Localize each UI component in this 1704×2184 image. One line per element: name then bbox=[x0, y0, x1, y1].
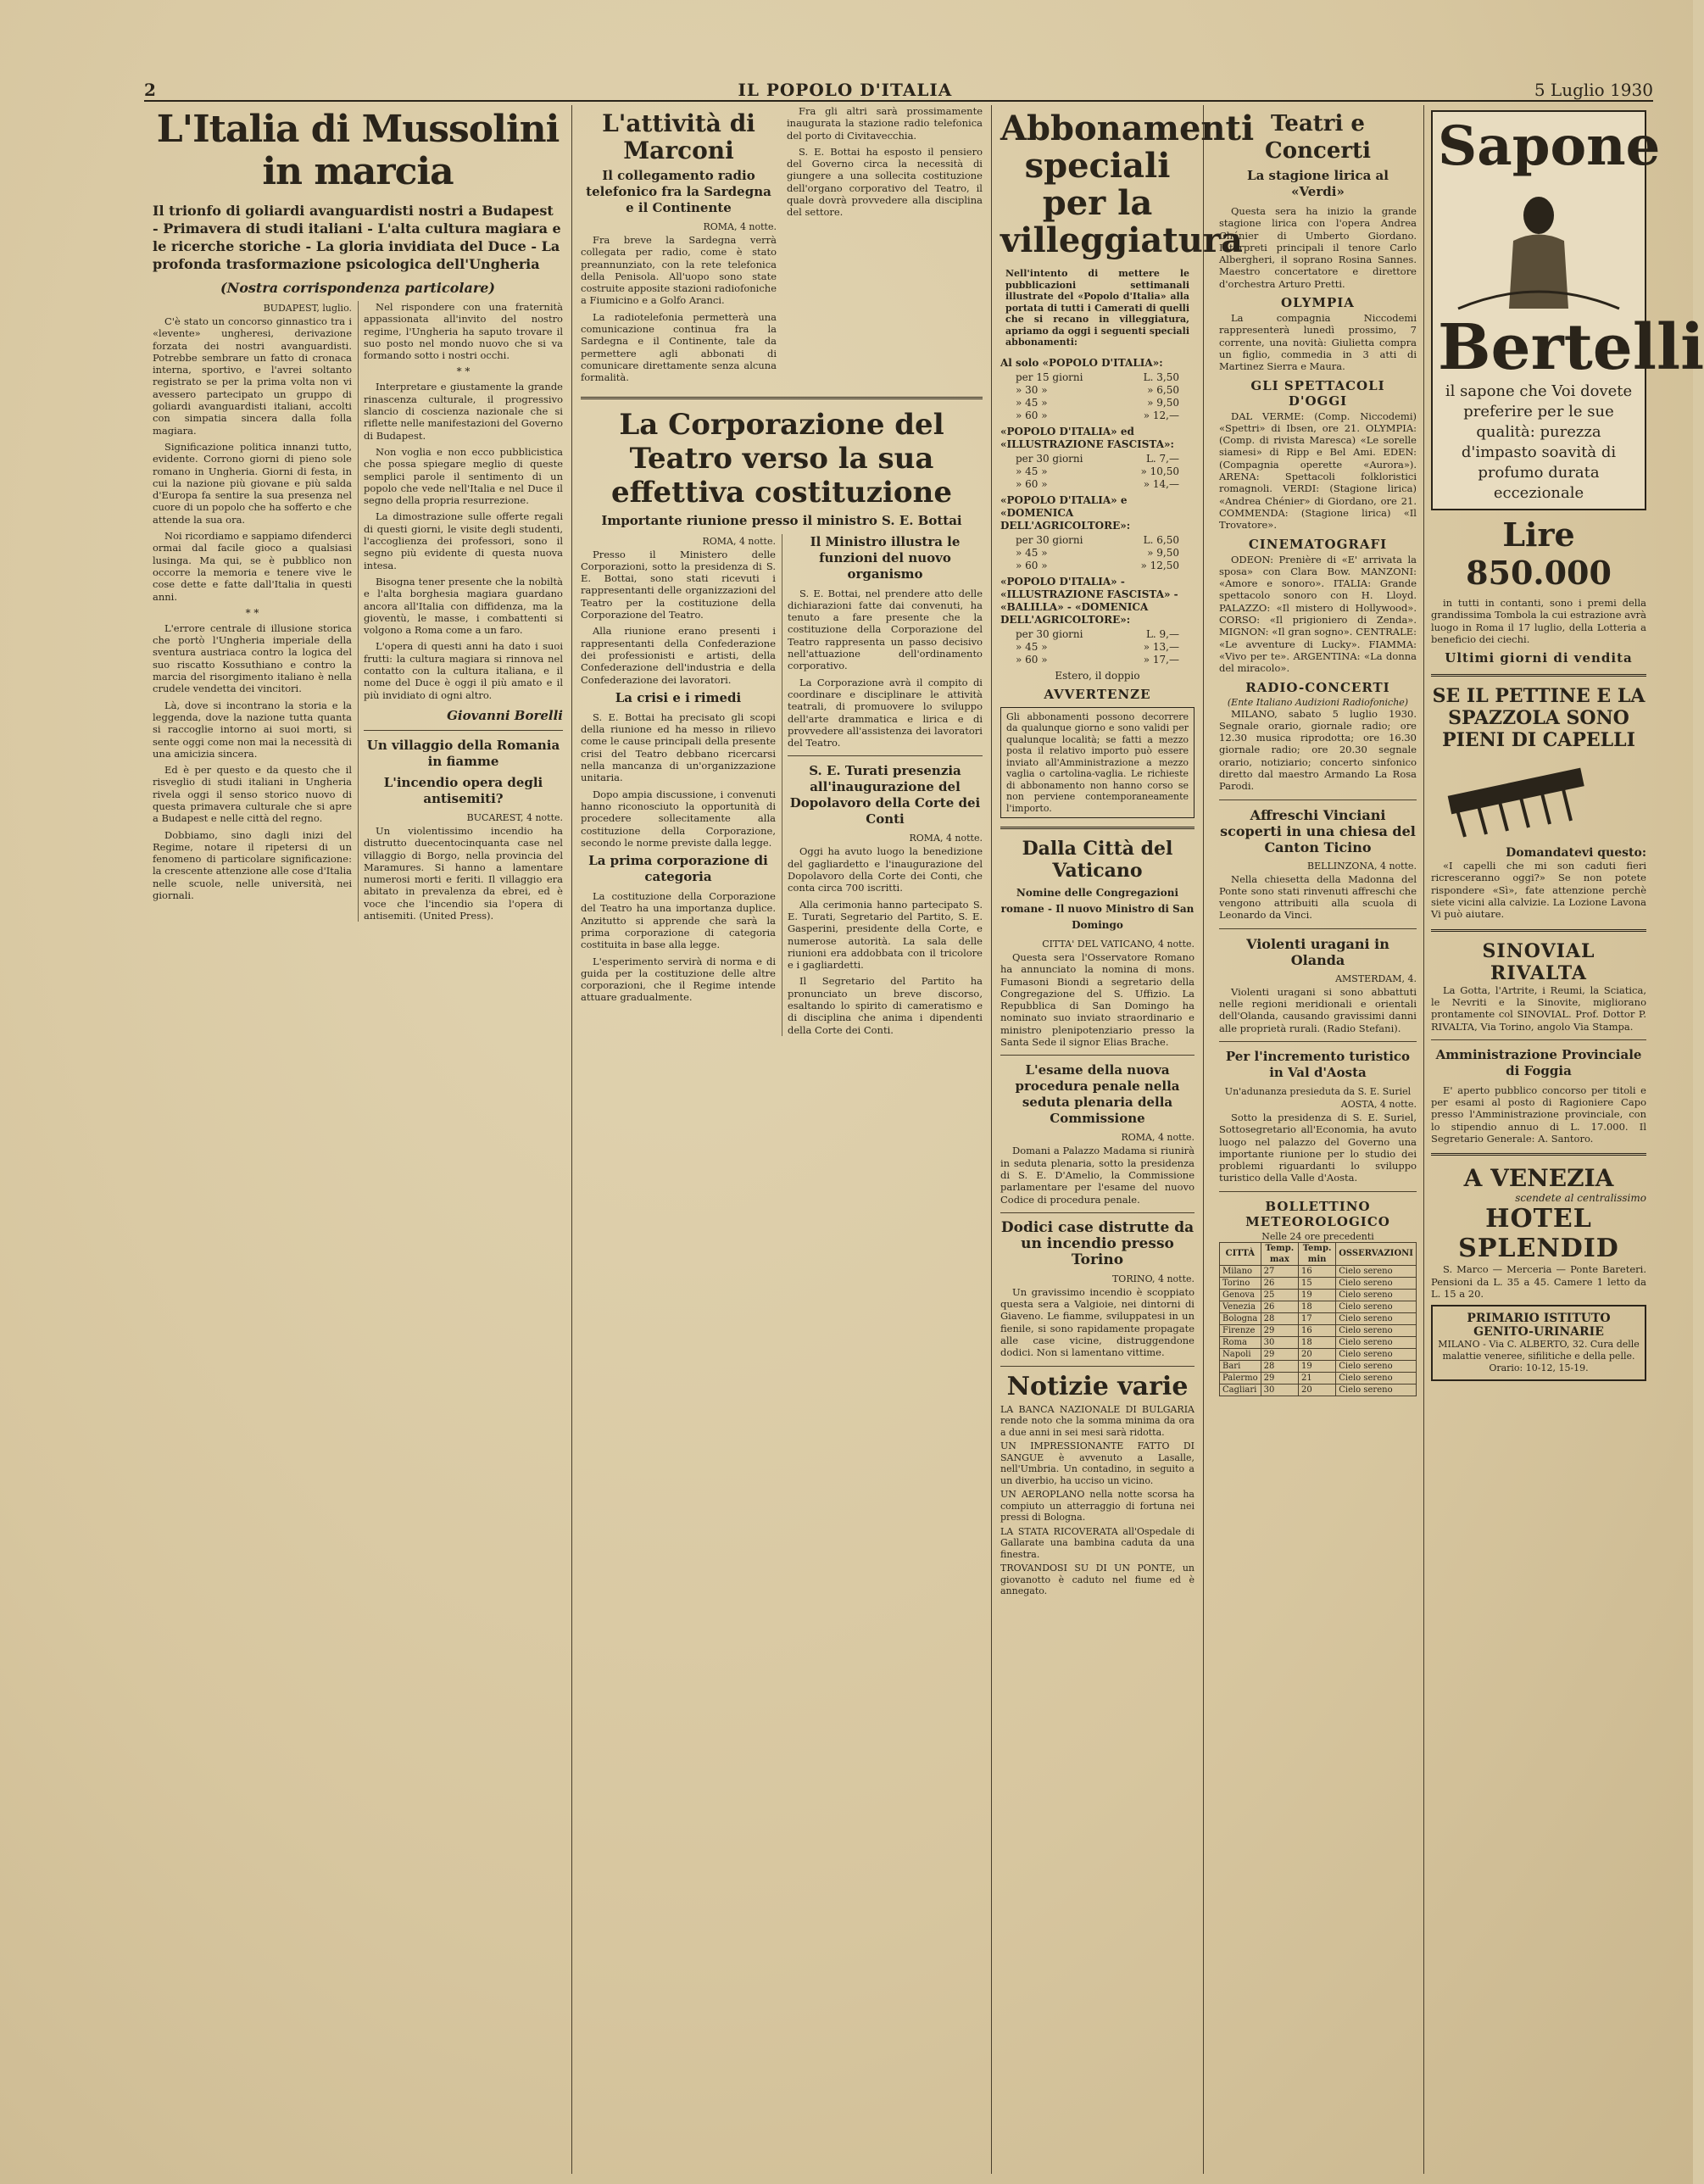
section-stars: * * bbox=[456, 365, 471, 378]
table-row bbox=[1220, 1372, 1417, 1384]
avvertenze-headline: AVVERTENZE bbox=[1044, 686, 1151, 702]
divider bbox=[364, 730, 563, 731]
genito-text: MILANO - Via C. ALBERTO, 32. Cura delle malattie veneree, sifilitiche e della pelle. Orario: 10-12, 15-19. bbox=[1438, 1339, 1640, 1374]
sapone-word: Sapone bbox=[1438, 114, 1661, 178]
table-row bbox=[1220, 1265, 1417, 1277]
price-group-title: «POPOLO D'ITALIA» - «ILLUSTRAZIONE FASCISTA» - «BALILLA» - «DOMENICA DELL'AGRICOLTORE»: bbox=[1000, 575, 1178, 626]
divider bbox=[1431, 929, 1646, 932]
table-cell: 29 bbox=[1261, 1372, 1298, 1384]
table-cell: Cielo sereno bbox=[1336, 1384, 1417, 1396]
divider bbox=[581, 397, 983, 399]
price-row: » 45 » » 9,50 bbox=[1016, 546, 1179, 559]
price-row: » 60 » » 14,— bbox=[1016, 477, 1179, 490]
abbonamenti-intro: Nell'intento di mettere le pubblicazioni settimanali illustrate del «Popolo d'Italia» alla portata di tutti i Camerati di quelli che si recano in villeggiatura, apriamo da oggi i seguenti speciali abbonamenti: bbox=[1005, 268, 1189, 348]
paragraph: Nel rispondere con una fraternità appassionata all'invito del nostro regime, l'Ungheria ha saputo trovare il suo posto nel mondo nuovo che si va formando sotto i nostri occhi. bbox=[364, 301, 563, 362]
comb-icon bbox=[1431, 756, 1626, 841]
affreschi-headline: Affreschi Vinciani scoperti in una chiesa del Canton Ticino bbox=[1220, 806, 1416, 855]
crisi-headline: La crisi e i rimedi bbox=[615, 689, 742, 705]
table-cell: 30 bbox=[1261, 1384, 1298, 1396]
price-group-title: «POPOLO D'ITALIA» e «DOMENICA DELL'AGRICOLTORE»: bbox=[1000, 493, 1131, 532]
list-item: LA STATA RICOVERATA all'Ospedale di Gallarate una bambina caduta da una finestra. bbox=[1000, 1525, 1194, 1560]
paragraph: Oggi ha avuto luogo la benedizione del gagliardetto e l'inaugurazione del Dopolavoro della Corte dei Conti, che conta circa 700 iscritti. bbox=[788, 845, 983, 894]
hotel-text: S. Marco — Merceria — Ponte Bareteri. Pensioni da L. 35 a 45. Camere 1 letto da L. 15 a 20. bbox=[1431, 1263, 1646, 1300]
prima-headline: La prima corporazione di categoria bbox=[588, 853, 768, 885]
price-row: » 45 » » 10,50 bbox=[1016, 465, 1179, 477]
meteo-subheadline: Nelle 24 ore precedenti bbox=[1261, 1230, 1374, 1242]
table-cell: 29 bbox=[1261, 1348, 1298, 1360]
woman-illustration bbox=[1438, 181, 1640, 309]
table-cell: Cielo sereno bbox=[1336, 1360, 1417, 1372]
ministro-headline: Il Ministro illustra le funzioni del nuovo organismo bbox=[810, 533, 961, 582]
dateline: CITTA' DEL VATICANO, 4 notte. bbox=[1042, 939, 1194, 950]
price-row: » 60 » » 17,— bbox=[1016, 653, 1179, 666]
meteo-headline: BOLLETTINO METEOROLOGICO bbox=[1245, 1198, 1390, 1229]
table-cell: 16 bbox=[1299, 1324, 1336, 1336]
divider bbox=[1431, 1039, 1646, 1040]
price-row: » 45 » » 9,50 bbox=[1016, 396, 1179, 409]
masthead bbox=[144, 78, 1653, 102]
turati-headline: S. E. Turati presenzia all'inaugurazione del Dopolavoro della Corte dei Conti bbox=[789, 763, 981, 827]
paragraph: Domani a Palazzo Madama si riunirà in seduta plenaria, sotto la presidenza di S. E. D'Amelio, la Commissione parlamentare per l'esame del nuovo Codice di procedura penale. bbox=[1000, 1145, 1194, 1206]
table-cell: 20 bbox=[1299, 1384, 1336, 1396]
paragraph: Dopo ampia discussione, i convenuti hanno riconosciuto la opportunità di procedere sollecitamente alla costituzione della Corporazione, secondo le norme previste dalla legge. bbox=[581, 788, 776, 849]
teatri-headline: Teatri e Concerti bbox=[1265, 111, 1371, 164]
price-row: per 15 giorni L. 3,50 bbox=[1016, 370, 1179, 383]
table-cell: Palermo bbox=[1220, 1372, 1261, 1384]
marconi-row bbox=[581, 105, 983, 388]
paragraph: Là, dove si incontrano la storia e la leggenda, dove la nazione tutta quanta si raccoglie intorno ai suoi morti, si sente oggi come non mai la necessità di una amicizia sincera. bbox=[153, 699, 352, 760]
lotteria-text: in tutti in contanti, sono i premi della grandissima Tombola la cui estrazione avrà luogo in Roma il 17 luglio, della Lotteria a beneficio dei ciechi. bbox=[1431, 597, 1646, 645]
paragraph: Fra breve la Sardegna verrà collegata per radio, come è stato preannunziato, con la rete telefonica della Penisola. All'uopo sono state costruite apposite stazioni radiofoniche a Fiumicino e a Golfo Aranci. bbox=[581, 234, 777, 307]
venezia-tag: scendete al centralissimo bbox=[1515, 1192, 1646, 1205]
price-row: » 60 » » 12,— bbox=[1016, 409, 1179, 421]
teatri-column bbox=[1212, 105, 1424, 2174]
table-cell: Cielo sereno bbox=[1336, 1301, 1417, 1312]
olanda-headline: Violenti uragani in Olanda bbox=[1246, 935, 1389, 968]
table-cell: Firenze bbox=[1220, 1324, 1261, 1336]
table-cell: Cielo sereno bbox=[1336, 1312, 1417, 1324]
teatro-headline: La Corporazione del Teatro verso la sua effettiva costituzione bbox=[611, 407, 952, 510]
divider bbox=[1000, 1366, 1194, 1367]
abbonamenti-headline: Abbonamenti speciali per la villeggiatura bbox=[1000, 109, 1255, 260]
paragraph: La dimostrazione sulle offerte regali di questi giorni, le visite degli studenti, l'accoglienza dei professori, sono il segno più evidente di questa nuova intesa. bbox=[364, 510, 563, 571]
cinema-headline: CINEMATOGRAFI bbox=[1248, 536, 1388, 552]
paragraph: La Corporazione avrà il compito di coordinare e disciplinare le attività teatrali, di promuovere lo sviluppo dell'arte drammatica e lirica e di provvedere all'assistenza dei lavoratori del Teatro. bbox=[788, 676, 983, 749]
paper-name: IL POPOLO D'ITALIA bbox=[738, 80, 953, 100]
table-cell: Cielo sereno bbox=[1336, 1277, 1417, 1289]
table-cell: Venezia bbox=[1220, 1301, 1261, 1312]
table-row bbox=[1220, 1348, 1417, 1360]
aosta-headline: Per l'incremento turistico in Val d'Aosta bbox=[1225, 1048, 1411, 1080]
paragraph: DAL VERME: (Comp. Niccodemi) «Spettri» di Ibsen, ore 21. OLYMPIA: (Comp. di rivista Maresca) «Le sorelle siamesi» di Ripp e Bel Ami. EDEN: (Compagnia operette «Aurora»). ARENA: Spettacoli folkloristici romagnoli. VERDI: (Stagione lirica) «Andrea Chénier» di Giordano, ore 21. COMMENDA: (Stagione lirica) «Il Trovatore». bbox=[1219, 410, 1417, 532]
table-row bbox=[1220, 1324, 1417, 1336]
dateline: BELLINZONA, 4 notte. bbox=[1307, 860, 1417, 872]
page-number: 2 bbox=[144, 80, 156, 100]
table-cell: 27 bbox=[1261, 1265, 1298, 1277]
genito-ad bbox=[1431, 1305, 1646, 1381]
price-row: » 30 » » 6,50 bbox=[1016, 383, 1179, 396]
table-cell: Bologna bbox=[1220, 1312, 1261, 1324]
foggia-text: E' aperto pubblico concorso per titoli e per esami al posto di Ragioniere Capo presso l'Amministrazione provinciale, con lo stipendio annuo di L. 17.000. Il Segretario Generale: A. Santoro. bbox=[1431, 1084, 1646, 1145]
column-1 bbox=[144, 105, 572, 2174]
avvertenze-box: Gli abbonamenti possono decorrere da qualunque giorno e sono validi per qualunque località; se fatti a mezzo posta il relativo importo può essere inviato all'Amministrazione a mezzo vaglia o cartolina-vaglia. Le richieste di abbonamento non hanno corso se non perviene contemporaneamente l'importo. bbox=[1000, 707, 1194, 819]
teatro-body bbox=[581, 534, 983, 1036]
section-stars: * * bbox=[245, 606, 259, 619]
divider bbox=[1219, 1041, 1417, 1042]
paragraph: C'è stato un concorso ginnastico tra i «levente» ungheresi, derivazione forzata dei nostri avanguardisti. Potrebbe sembrare un fatto di cronaca interna, sportivo, e l'avrei soltanto registrato se per la prima volta non vi avessero partecipato un gruppo di goliardi avanguardisti italiani, accolti con simpatia sincera dalla folla magiara. bbox=[153, 315, 352, 437]
paragraph: Ed è per questo e da questo che il risveglio di studi italiani in Ungheria rivela oggi il senso storico nuovo di questa primavera culturale che si apre a Budapest e nelle città del regno. bbox=[153, 764, 352, 825]
table-header: Temp. max bbox=[1261, 1242, 1298, 1265]
sapone-text: il sapone che Voi dovete preferire per le sue qualità: purezza d'impasto soavità di profumo durata eccezionale bbox=[1445, 382, 1633, 502]
table-header: Temp. min bbox=[1299, 1242, 1336, 1265]
divider bbox=[1431, 1153, 1646, 1156]
divider bbox=[1219, 928, 1417, 929]
sinovial-text: La Gotta, l'Artrite, i Reumi, la Sciatica, le Nevriti e la Sinovite, migliorano prontamente col SINOVIAL. Prof. Dottor P. RIVALTA, Via Torino, angolo Via Stampa. bbox=[1431, 983, 1646, 1033]
torino-headline: Dodici case distrutte da un incendio presso Torino bbox=[1000, 1218, 1194, 1268]
price-group-title: Al solo «POPOLO D'ITALIA»: bbox=[1000, 356, 1163, 369]
price-row: » 45 » » 13,— bbox=[1016, 640, 1179, 653]
list-item: UN AEROPLANO nella notte scorsa ha compiuto un atterraggio di fortuna nei pressi di Bologna. bbox=[1000, 1489, 1194, 1524]
table-cell: 15 bbox=[1299, 1277, 1336, 1289]
table-cell: 18 bbox=[1299, 1301, 1336, 1312]
divider bbox=[1431, 674, 1646, 677]
divider bbox=[788, 755, 983, 756]
paragraph: S. E. Bottai ha esposto il pensiero del Governo circa la necessità di giungere a una sollecita costituzione dell'organo corporativo del Teatro, il quale dovrà provvedere alla disciplina del settore. bbox=[787, 145, 983, 219]
lotteria-footer: Ultimi giorni di vendita bbox=[1445, 650, 1633, 666]
dateline: BUDAPEST, luglio. bbox=[263, 303, 352, 314]
pettine-headline: SE IL PETTINE E LA SPAZZOLA SONO PIENI DI CAPELLI bbox=[1432, 685, 1646, 752]
table-cell: 28 bbox=[1261, 1360, 1298, 1372]
table-cell: Cielo sereno bbox=[1336, 1289, 1417, 1301]
column-2 bbox=[572, 105, 992, 2174]
table-cell: Roma bbox=[1220, 1336, 1261, 1348]
table-cell: Milano bbox=[1220, 1265, 1261, 1277]
paragraph: Significazione politica innanzi tutto, evidente. Corrono giorni di pieno sole romano in Ungheria. Giorni di festa, in cui la nazione più giovane e più salda d'Europa fa sentire la sua presenza nel cuore di un popolo che ha sofferto e che attende la sua ora. bbox=[153, 440, 352, 526]
table-cell: Cagliari bbox=[1220, 1384, 1261, 1396]
dateline: TORINO, 4 notte. bbox=[1111, 1273, 1194, 1284]
olympia-headline: OLYMPIA bbox=[1281, 295, 1355, 311]
author-signature: Giovanni Borelli bbox=[447, 707, 563, 723]
table-cell: 25 bbox=[1261, 1289, 1298, 1301]
price-row: per 30 giorni L. 9,— bbox=[1016, 627, 1179, 640]
list-item: UN IMPRESSIONANTE FATTO DI SANGUE è avvenuto a Lasalle, nell'Umbria. Un contadino, in seguito a un diverbio, ha ucciso un vicino. bbox=[1000, 1440, 1194, 1486]
paragraph: ODEON: Prenière di «E' arrivata la sposa» con Clara Bow. MANZONI: «Amore e sonoro». ITALIA: Grande spettacolo sonoro con H. Lloyd. PALAZZO: «Il mistero di Hollywood». CORSO: «Il prigioniero di Zenda». MIGNON: «Il gran sogno». CENTRALE: «Le avventure di Lucky». FIAMMA: «Vivo per te». ARGENTINA: «La donna del miracolo». bbox=[1219, 553, 1417, 675]
paragraph: L'opera di questi anni ha dato i suoi frutti: la cultura magiara si rinnova nel contatto con la cultura italiana, e il nome del Duce è oggi il più amato e il più invidiato di ogni altro. bbox=[364, 640, 563, 701]
table-cell: Cielo sereno bbox=[1336, 1265, 1417, 1277]
teatro-subheadline: Importante riunione presso il ministro S. E. Bottai bbox=[601, 512, 962, 528]
paragraph: Presso il Ministero delle Corporazioni, sotto la presidenza di S. E. Bottai, sono stati ricevuti i rappresentanti delle organizzazioni del Teatro per la costituzione della Corporazione del Teatro. bbox=[581, 548, 776, 621]
dateline: ROMA, 4 notte. bbox=[702, 535, 776, 547]
paragraph: Alla riunione erano presenti i rappresentanti della Confederazione dei professionisti e artisti, della Confederazione dell'industria e della Confederazione dei lavoratori. bbox=[581, 625, 776, 686]
main-deck: Il trionfo di goliardi avanguardisti nostri a Budapest - Primavera di studi italiani - L'alta cultura magiara e le ricerche storiche - La gloria invidiata del Duce - La profonda trasformazione psicologica dell'Ungheria bbox=[153, 203, 561, 272]
table-cell: Cielo sereno bbox=[1336, 1336, 1417, 1348]
table-cell: Cielo sereno bbox=[1336, 1348, 1417, 1360]
price-group-title: «POPOLO D'ITALIA» ed «ILLUSTRAZIONE FASCISTA»: bbox=[1000, 425, 1174, 450]
paragraph: Nella chiesetta della Madonna del Ponte sono stati rinvenuti affreschi che vengono attribuiti alla scuola di Leonardo da Vinci. bbox=[1219, 872, 1417, 922]
sapone-ad bbox=[1431, 110, 1704, 510]
verdi-headline: La stagione lirica al «Verdi» bbox=[1247, 168, 1389, 199]
divider bbox=[1000, 1212, 1194, 1213]
table-cell: 26 bbox=[1261, 1277, 1298, 1289]
main-article-body bbox=[153, 301, 563, 922]
bath-figure-icon bbox=[1441, 181, 1636, 309]
radio-subheadline: (Ente Italiano Audizioni Radiofoniche) bbox=[1227, 696, 1409, 708]
list-item: LA BANCA NAZIONALE DI BULGARIA rende noto che la somma minima da ora a due anni in sei mesi sarà ridotta. bbox=[1000, 1403, 1194, 1438]
sinovial-headline: SINOVIAL RIVALTA bbox=[1482, 939, 1595, 984]
esame-headline: L'esame della nuova procedura penale nella seduta plenaria della Commissione bbox=[1015, 1062, 1180, 1127]
sapone-brand: Bertelli bbox=[1438, 311, 1704, 384]
radio-headline: RADIO-CONCERTI bbox=[1245, 679, 1390, 695]
paragraph: Sotto la presidenza di S. E. Suriel, Sottosegretario all'Economia, ha avuto luogo nel palazzo del Governo una importante riunione per lo studio dei problemi riguardanti lo sviluppo turistico della Valle d'Aosta. bbox=[1219, 1111, 1417, 1184]
paragraph: Un gravissimo incendio è scoppiato questa sera a Valgioie, nei dintorni di Giaveno. Le fiamme, sviluppatesi in un fienile, si sono rapidamente propagate alle case vicine, distruggendone dodici. Non si lamentano vittime. bbox=[1000, 1285, 1194, 1359]
table-cell: 29 bbox=[1261, 1324, 1298, 1336]
table-row bbox=[1220, 1360, 1417, 1372]
venezia-label: A VENEZIA bbox=[1463, 1164, 1614, 1193]
genito-headline: PRIMARIO ISTITUTO GENITO-URINARIE bbox=[1467, 1312, 1611, 1340]
paragraph: La radiotelefonia permetterà una comunicazione continua fra la Sardegna e il Continente, tale da permettere agli abbonati di comunicare direttamente senza alcuna formalità. bbox=[581, 310, 777, 384]
price-row: per 30 giorni L. 7,— bbox=[1016, 452, 1179, 465]
romania-subheadline: L'incendio opera degli antisemiti? bbox=[383, 774, 543, 806]
paragraph: L'errore centrale di illusione storica che portò l'Ungheria imperiale della sventura austriaca contro la logica del suo riscatto Kossuthiano e contro la marcia del risorgimento italiano è nella crudele vendetta dei vincitori. bbox=[153, 621, 352, 695]
divider bbox=[1219, 1191, 1417, 1192]
table-cell: 19 bbox=[1299, 1360, 1336, 1372]
ads-column bbox=[1424, 105, 1704, 2174]
pettine-ask: Domandatevi questo: bbox=[1506, 846, 1646, 861]
table-cell: Genova bbox=[1220, 1289, 1261, 1301]
paragraph: Interpretare e giustamente la grande rinascenza culturale, il progressivo slancio di coscienza nazionale che si riflette nelle manifestazioni del Governo di Budapest. bbox=[364, 381, 563, 442]
meteo-table bbox=[1219, 1242, 1417, 1396]
paragraph: Fra gli altri sarà prossimamente inaugurata la stazione radio telefonica del porto di Civitavecchia. bbox=[787, 105, 983, 142]
table-cell: Torino bbox=[1220, 1277, 1261, 1289]
abbonamenti-note: Estero, il doppio bbox=[1055, 669, 1140, 682]
paragraph: Il Segretario del Partito ha pronunciato un breve discorso, esaltando lo spirito di cameratismo e di disciplina che anima i dipendenti della Corte dei Conti. bbox=[788, 975, 983, 1036]
notizie-headline: Notizie varie bbox=[1006, 1371, 1189, 1401]
table-cell: 17 bbox=[1299, 1312, 1336, 1324]
dateline: AOSTA, 4 notte. bbox=[1340, 1098, 1417, 1110]
romania-headline: Un villaggio della Romania in fiamme bbox=[366, 737, 560, 769]
table-row bbox=[1220, 1384, 1417, 1396]
table-cell: 28 bbox=[1261, 1312, 1298, 1324]
paragraph: La compagnia Niccodemi rappresenterà lunedì prossimo, 7 corrente, una novità: Giulietta compra un figlio, commedia in 3 atti di Martinez Sierra e Maura. bbox=[1219, 312, 1417, 373]
comb-illustration bbox=[1431, 756, 1646, 841]
correspondence-label: (Nostra corrispondenza particolare) bbox=[220, 280, 495, 296]
table-row bbox=[1220, 1312, 1417, 1324]
table-cell: Bari bbox=[1220, 1360, 1261, 1372]
hotel-name: HOTEL SPLENDID bbox=[1458, 1204, 1619, 1264]
table-cell: 18 bbox=[1299, 1336, 1336, 1348]
paragraph: Bisogna tener presente che la nobiltà e l'alta borghesia magiara guardano ancora all'Italia con diffidenza, ma la gioventù, le masse, i combattenti si volgono a Roma come a un faro. bbox=[364, 575, 563, 637]
table-cell: 30 bbox=[1261, 1336, 1298, 1348]
table-row bbox=[1220, 1277, 1417, 1289]
dateline: ROMA, 4 notte. bbox=[1121, 1132, 1194, 1144]
paragraph: Dobbiamo, sino dagli inizi del Regime, notare il ripetersi di un fenomeno di particolare significazione: la crescente attenzione alle cose d'Italia nelle scuole, nelle università, nei giornali. bbox=[153, 828, 352, 902]
price-row: » 60 » » 12,50 bbox=[1016, 559, 1179, 571]
marconi-headline: L'attività di Marconi bbox=[602, 109, 755, 164]
table-header: CITTÀ bbox=[1220, 1242, 1261, 1265]
divider bbox=[1000, 827, 1194, 829]
dateline: BUCAREST, 4 notte. bbox=[466, 811, 563, 823]
issue-date: 5 Luglio 1930 bbox=[1534, 80, 1653, 100]
paragraph: La costituzione della Corporazione del Teatro ha una importanza duplice. Anzitutto si apprende che sarà la prima corporazione di categoria costituita in base alla legge. bbox=[581, 890, 776, 951]
foggia-headline: Amministrazione Provinciale di Foggia bbox=[1435, 1046, 1642, 1078]
marconi-subheadline: Il collegamento radio telefonico fra la Sardegna e il Continente bbox=[586, 168, 771, 215]
marconi-continued bbox=[787, 105, 983, 388]
paragraph: Questa sera ha inizio la grande stagione lirica con l'opera Andrea Chénier di Umberto Giordano. Interpreti principali il tenore Carlo Albergheri, il soprano Rosina Sannes. Maestro concertatore e direttore d'orchestra Arturo Pretti. bbox=[1219, 205, 1417, 290]
paragraph: L'esperimento servirà di norma e di guida per la costituzione delle altre corporazioni, che il Regime intende attuare gradualmente. bbox=[581, 955, 776, 1004]
table-cell: 20 bbox=[1299, 1348, 1336, 1360]
paragraph: S. E. Bottai ha precisato gli scopi della riunione ed ha messo in rilievo come le cause principali della presente crisi del Teatro debbano ricercarsi nella mancanza di un'organizzazione unitaria. bbox=[581, 710, 776, 784]
vaticano-headline: Dalla Città del Vaticano bbox=[1022, 838, 1173, 882]
paragraph: Questa sera l'Osservatore Romano ha annunciato la nomina di mons. Fumasoni Biondi a segretario della Congregazione del S. Uffizio. La Repubblica di San Domingo ha nominato suo inviato straordinario e ministro plenipotenziario presso la Santa Sede il signor Elias Brache. bbox=[1000, 951, 1194, 1049]
spettacoli-headline: GLI SPETTACOLI D'OGGI bbox=[1250, 377, 1385, 409]
table-row bbox=[1220, 1289, 1417, 1301]
table-cell: Napoli bbox=[1220, 1348, 1261, 1360]
table-row bbox=[1220, 1301, 1417, 1312]
dateline: ROMA, 4 notte. bbox=[909, 833, 983, 844]
marconi-article bbox=[581, 105, 777, 388]
vaticano-subheadline: Nomine delle Congregazioni romane - Il nuovo Ministro di San Domingo bbox=[1000, 887, 1194, 931]
paragraph: Alla cerimonia hanno partecipato S. E. Turati, Segretario del Partito, S. E. Gasperini, presidente della Corte, e numerose autorità. La sala delle riunioni era addobbata con il tricolore e i gagliardetti. bbox=[788, 898, 983, 972]
paragraph: S. E. Bottai, nel prendere atto delle dichiarazioni fatte dai convenuti, ha tenuto a fare presente che la costituzione della Corporazione del Teatro rappresenta un passo decisivo nell'attuazione dell'ordinamento corporativo. bbox=[788, 587, 983, 672]
table-cell: Cielo sereno bbox=[1336, 1372, 1417, 1384]
dateline: ROMA, 4 notte. bbox=[703, 221, 777, 232]
table-cell: 26 bbox=[1261, 1301, 1298, 1312]
price-row: per 30 giorni L. 6,50 bbox=[1016, 533, 1179, 546]
divider bbox=[1000, 1055, 1194, 1056]
paragraph: MILANO, sabato 5 luglio 1930. Segnale orario, giornale radio; ore 12.30 musica riprodotta; ore 16.30 giornale radio; ore 20.30 segnale orario, notiziario; concerto sinfonico diretto dal maestro Armando La Rosa Parodi. bbox=[1219, 707, 1417, 793]
list-item: TROVANDOSI SU DI UN PONTE, un giovanotto è caduto nel fiume ed è annegato. bbox=[1000, 1563, 1194, 1597]
paragraph: Noi ricordiamo e sappiamo difenderci ormai dal facile gioco a qualsiasi lusinga. Ma qui, se è pubblico non occorre la memoria e tenere vive le cose dette e fatte dall'Italia in questi anni. bbox=[153, 530, 352, 603]
lotteria-amount: Lire 850.000 bbox=[1466, 515, 1612, 592]
paragraph: Un violentissimo incendio ha distrutto duecentocinquanta case nel villaggio di Borgo, nella provincia del Maramures. Si hanno a lamentare numerosi morti e feriti. Il villaggio era abitato in prevalenza da ebrei, ed è voce che l'incendio sia l'opera di antisemiti. (United Press). bbox=[364, 824, 563, 922]
table-cell: 21 bbox=[1299, 1372, 1336, 1384]
table-cell: Cielo sereno bbox=[1336, 1324, 1417, 1336]
main-headline: L'Italia di Mussolini in marcia bbox=[156, 108, 560, 193]
dateline: AMSTERDAM, 4. bbox=[1335, 972, 1417, 984]
table-row bbox=[1220, 1336, 1417, 1348]
table-cell: 16 bbox=[1299, 1265, 1336, 1277]
pettine-body: «I capelli che mi son caduti fieri ricresceranno oggi?» Se non potete rispondere «Sì», fate attenzione perchè siete vicini alla calvizie. La Lozione Lavona Vi può aiutare. bbox=[1431, 860, 1646, 921]
table-cell: 19 bbox=[1299, 1289, 1336, 1301]
table-header: OSSERVAZIONI bbox=[1336, 1242, 1417, 1265]
paragraph: Violenti uragani si sono abbattuti nelle regioni meridionali e orientali dell'Olanda, causando gravissimi danni alle proprietà rurali. (Radio Stefani). bbox=[1219, 985, 1417, 1034]
aosta-subheadline: Un'adunanza presieduta da S. E. Suriel bbox=[1224, 1085, 1412, 1097]
paragraph: Non voglia e non ecco pubblicistica che possa spiegare meglio di queste semplici parole il sentimento di un popolo che vede nell'Italia e nel Duce il segno della propria resurrezione. bbox=[364, 445, 563, 507]
